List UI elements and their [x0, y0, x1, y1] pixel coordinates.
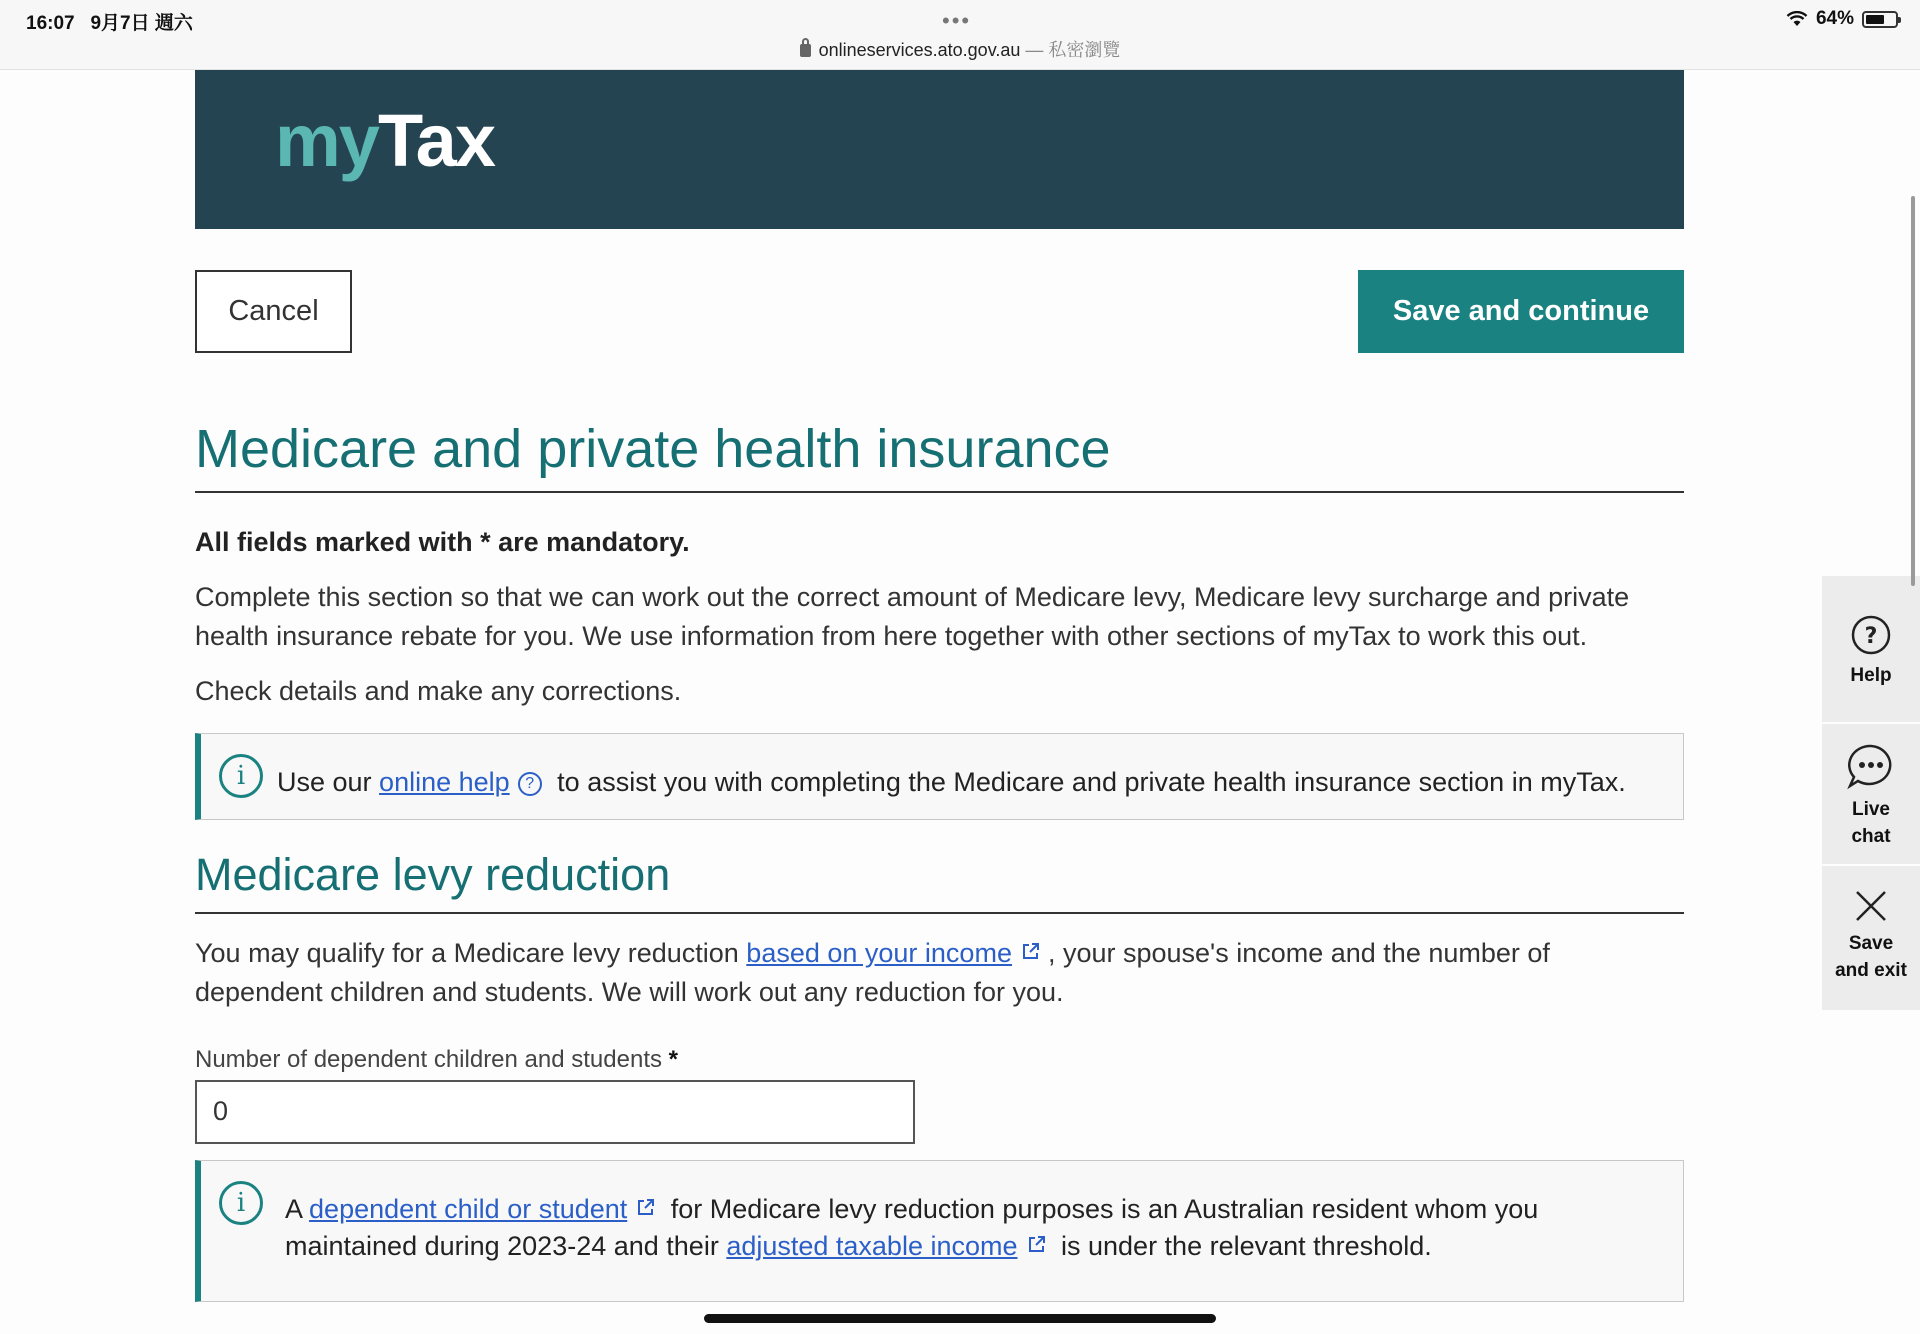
help-label: Help [1850, 665, 1892, 686]
side-rail [1822, 576, 1920, 1012]
chat-bubble-icon [1846, 742, 1896, 790]
info-icon: i [219, 1181, 263, 1225]
dependents-field-label: Number of dependent children and students * [195, 1045, 678, 1073]
adjusted-taxable-income-link[interactable]: adjusted taxable income [726, 1230, 1018, 1261]
status-time: 16:07 9月7日 週六 [26, 13, 193, 34]
online-help-text: Use our online help ? to assist you with completing the Medicare and private health insurance section in myTax. [277, 767, 1626, 798]
mandatory-note: All fields marked with * are mandatory. [195, 527, 690, 558]
wifi-icon [1786, 11, 1808, 27]
levy-reduction-text: You may qualify for a Medicare levy reduction based on your income , your spouse's income and the number of dependent children and students. We will work out any reduction for you. [195, 937, 1550, 1007]
cancel-button[interactable]: Cancel [195, 270, 352, 353]
battery-percent: 64% [1815, 8, 1854, 29]
dependent-child-link[interactable]: dependent child or student [309, 1193, 628, 1224]
save-and-exit-label: Save and exit [1835, 933, 1907, 981]
external-link-icon [1028, 1235, 1046, 1253]
status-date: 9月7日 週六 [90, 13, 193, 34]
external-link-icon [637, 1198, 655, 1216]
save-and-exit-button[interactable] [1822, 866, 1920, 1012]
based-on-income-link[interactable]: based on your income [746, 937, 1012, 968]
external-link-icon [1022, 942, 1040, 960]
dependents-count-input[interactable] [195, 1080, 915, 1144]
help-button[interactable] [1822, 576, 1920, 724]
address-bar[interactable] [0, 36, 1920, 62]
required-asterisk: * [668, 1045, 678, 1073]
url-text: onlineservices.ato.gov.au [818, 40, 1021, 60]
intro-text: Complete this section so that we can work out the correct amount of Medicare levy, Medicare levy surcharge and private health insurance rebate for you. We use information from here together with other sections of myTax to work this out. [195, 582, 1630, 652]
online-help-infobox [195, 733, 1684, 820]
status-bar [0, 0, 1920, 70]
more-dots-icon[interactable]: ••• [942, 8, 972, 33]
info-icon: i [219, 754, 263, 798]
question-circle-icon[interactable]: ? [518, 772, 542, 796]
help-circle-icon [1850, 614, 1892, 656]
check-details-text: Check details and make any corrections. [195, 676, 682, 707]
dependent-definition-text: A dependent child or student for Medicare levy reduction purposes is an Australian resident whom you maintained during 2023-24 and their adjusted taxable income is under the relevant threshold. [285, 1193, 1539, 1261]
live-chat-label: Live chat [1851, 799, 1891, 847]
battery-icon [1862, 11, 1898, 28]
status-right [1786, 8, 1898, 30]
scrollbar-thumb[interactable] [1911, 196, 1915, 586]
mytax-logo: myTax [275, 99, 494, 182]
home-indicator [704, 1314, 1216, 1323]
svg-text:?: ? [1864, 624, 1878, 649]
save-and-continue-button[interactable]: Save and continue [1358, 270, 1684, 353]
main-content [195, 420, 1684, 1302]
lock-icon [800, 44, 811, 57]
dependent-definition-infobox [195, 1160, 1684, 1302]
levy-reduction-heading: Medicare levy reduction [195, 850, 1684, 914]
mytax-header [195, 70, 1684, 229]
close-icon [1853, 888, 1889, 924]
page-title: Medicare and private health insurance [195, 420, 1684, 493]
live-chat-button[interactable] [1822, 724, 1920, 866]
online-help-link[interactable]: online help [379, 767, 510, 798]
private-label: — 私密瀏覽 [1020, 40, 1121, 60]
